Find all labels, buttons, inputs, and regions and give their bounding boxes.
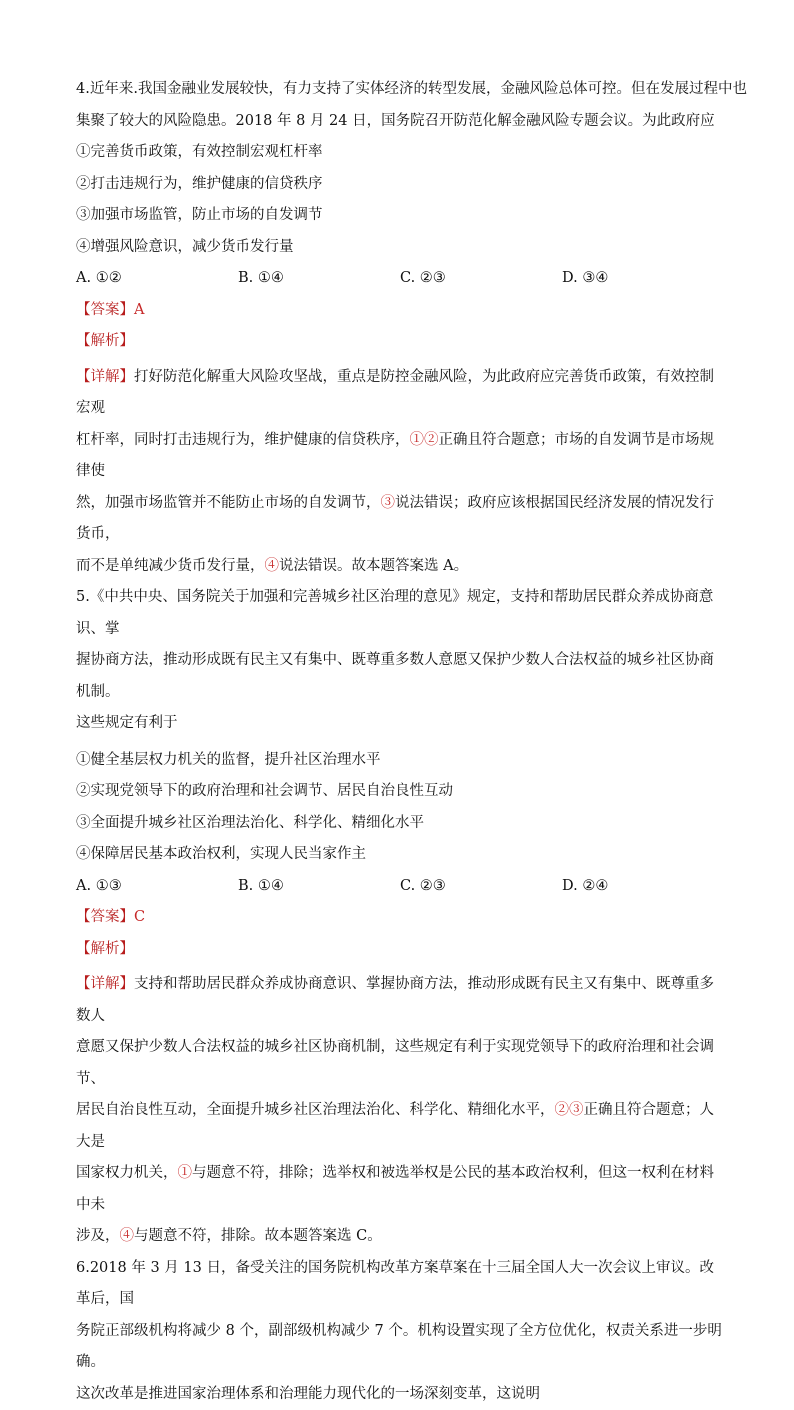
detail-line: 【详解】支持和帮助居民群众养成协商意识、掌握协商方法，推动形成既有民主又有集中、既尊重多数人 <box>76 969 728 1032</box>
detail-line: 然，加强市场监管并不能防止市场的自发调节，③说法错误；政府应该根据国民经济发展的情况发行货币， <box>76 488 728 551</box>
question-stem-line: 务院正部级机构将减少 8 个，副部级机构减少 7 个。机构设置实现了全方位优化，权责关系进一步明确。 <box>76 1316 728 1379</box>
detail-line: 居民自治良性互动，全面提升城乡社区治理法治化、科学化、精细化水平，②③正确且符合题意；人大是 <box>76 1095 728 1158</box>
detail-tag: 【详解】 <box>76 976 134 992</box>
question-stem <box>76 582 728 740</box>
statement-item: ①健全基层权力机关的监督，提升社区治理水平 <box>76 749 728 771</box>
detail-line: 【详解】打好防范化解重大风险攻坚战，重点是防控金融风险，为此政府应完善货币政策，有效控制宏观 <box>76 362 728 425</box>
option-b: B. ①④ <box>238 875 400 897</box>
option-a: A. ①③ <box>76 875 238 897</box>
answer-value: A <box>134 302 144 318</box>
statement-item: ①完善货币政策，有效控制宏观杠杆率 <box>76 141 728 163</box>
analysis-line <box>76 330 728 352</box>
detail-line: 国家权力机关，①与题意不符，排除；选举权和被选举权是公民的基本政治权利，但这一权利在材料中未 <box>76 1158 728 1221</box>
question-stem-line: 4.近年来.我国金融业发展较快，有力支持了实体经济的转型发展，金融风险总体可控。但在发展过程中也 <box>76 78 728 100</box>
detail-line: 而不是单纯减少货币发行量，④说法错误。故本题答案选 A。 <box>76 551 728 583</box>
detail-line: 涉及，④与题意不符，排除。故本题答案选 C。 <box>76 1221 728 1253</box>
answer-options <box>76 267 728 289</box>
analysis-tag: 【解析】 <box>76 941 134 957</box>
statement-item: ②实现党领导下的政府治理和社会调节、居民自治良性互动 <box>76 780 728 802</box>
statement-item: ②打击违规行为，维护健康的信贷秩序 <box>76 173 728 195</box>
question-stem-line: 这些规定有利于 <box>76 708 728 740</box>
question-4 <box>76 78 728 582</box>
answer-tag: 【答案】 <box>76 302 134 318</box>
question-stem-line: 握协商方法，推动形成既有民主又有集中、既尊重多数人意愿又保护少数人合法权益的城乡社区协商机制。 <box>76 645 728 708</box>
question-stem-line: 6.2018 年 3 月 13 日，备受关注的国务院机构改革方案草案在十三届全国人大一次会议上审议。改革后，国 <box>76 1253 728 1316</box>
option-c: C. ②③ <box>400 875 562 897</box>
question-6 <box>76 1253 728 1410</box>
statement-item: ③加强市场监管，防止市场的自发调节 <box>76 204 728 226</box>
option-b: B. ①④ <box>238 267 400 289</box>
option-d: D. ③④ <box>562 267 724 289</box>
answer-options <box>76 875 728 897</box>
analysis-line <box>76 938 728 960</box>
question-stem-line: 集聚了较大的风险隐患。2018 年 8 月 24 日，国务院召开防范化解金融风险专题会议。为此政府应 <box>76 110 728 132</box>
question-5 <box>76 582 728 1253</box>
question-stem <box>76 1253 728 1410</box>
answer-tag: 【答案】 <box>76 909 134 925</box>
exam-page <box>76 78 728 1410</box>
detail-paragraph <box>76 969 728 1253</box>
detail-line: 意愿又保护少数人合法权益的城乡社区协商机制，这些规定有利于实现党领导下的政府治理和社会调节、 <box>76 1032 728 1095</box>
option-a: A. ①② <box>76 267 238 289</box>
statement-item: ④保障居民基本政治权利，实现人民当家作主 <box>76 843 728 865</box>
statement-item: ④增强风险意识，减少货币发行量 <box>76 236 728 258</box>
option-c: C. ②③ <box>400 267 562 289</box>
question-stem-line: 5.《中共中央、国务院关于加强和完善城乡社区治理的意见》规定，支持和帮助居民群众养成协商意识、掌 <box>76 582 728 645</box>
answer-value: C <box>134 909 145 925</box>
answer-line <box>76 299 728 321</box>
analysis-tag: 【解析】 <box>76 333 134 349</box>
detail-paragraph <box>76 362 728 583</box>
detail-line: 杠杆率，同时打击违规行为，维护健康的信贷秩序，①②正确且符合题意；市场的自发调节是市场规律使 <box>76 425 728 488</box>
option-d: D. ②④ <box>562 875 724 897</box>
statement-item: ③全面提升城乡社区治理法治化、科学化、精细化水平 <box>76 812 728 834</box>
answer-line <box>76 906 728 928</box>
question-stem-line: 这次改革是推进国家治理体系和治理能力现代化的一场深刻变革，这说明 <box>76 1379 728 1410</box>
detail-tag: 【详解】 <box>76 369 134 385</box>
